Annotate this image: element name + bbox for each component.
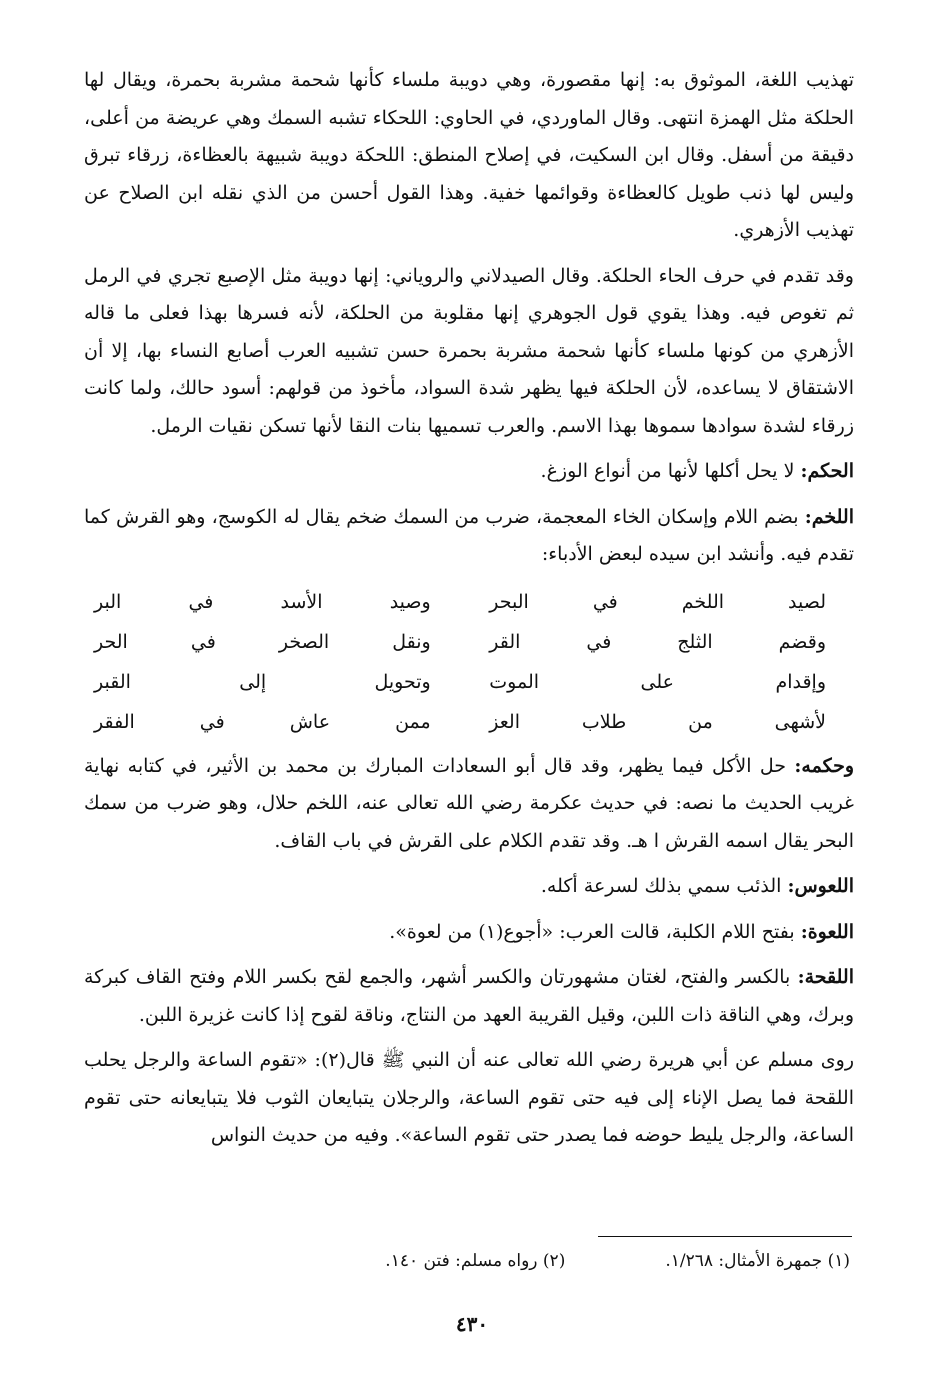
paragraph <box>84 62 854 250</box>
paragraph-text: حل الأكل فيما يظهر، وقد قال أبو السعادات المبارك بن محمد بن الأثير، في كتابه نهاية غريب الحديث ما نصه: في حديث عكرمة رضي الله تعالى عنه، اللخم حلال، وهو ضرب من سمك البحر يقال اسمه القرش ا هـ. وقد تقدم الكلام على القرش في باب القاف. <box>84 754 854 852</box>
poem-first-hemistich: وقضم الثلج في القر <box>489 630 826 653</box>
poem <box>84 582 854 742</box>
footnote: (١) جمهرة الأمثال: ١/٢٦٨. <box>665 1251 850 1271</box>
poem-first-hemistich: وإقدام على الموت <box>489 670 826 693</box>
poem-second-hemistich: ونقل الصخر في الحر <box>94 630 431 653</box>
paragraph-text: روى مسلم عن أبي هريرة رضي الله تعالى عنه أن النبي ﷺ قال(٢): «تقوم الساعة والرجل يحلب اللقحة فما يصل الإناء إلى فيه حتى تقوم الساعة، والرجلان يتبايعان الثوب فلا يتبايعانه حتى تقوم الساعة، والرجل يليط حوضه فما يصدر حتى تقوم الساعة». وفيه من حديث النواس <box>84 1049 854 1146</box>
poem-line <box>94 662 826 702</box>
footnote-separator <box>598 1236 852 1237</box>
poem-second-hemistich: وتحويل إلى القبر <box>94 670 431 693</box>
paragraph-lead: اللخم: <box>804 505 854 528</box>
paragraph-lead: اللعوة: <box>800 920 854 943</box>
paragraph-text: بالكسر والفتح، لغتان مشهورتان والكسر أشهر، والجمع لقح بكسر اللام وفتح القاف كبركة وبرك، وهي الناقة ذات اللبن، وقيل القريبة العهد من النتاج، وناقة لقوح إذا كانت غزيرة اللبن. <box>84 966 854 1026</box>
footnotes <box>238 1246 850 1276</box>
poem-second-hemistich: وصيد الأسد في البر <box>94 590 431 613</box>
paragraph <box>84 748 854 861</box>
paragraph <box>84 914 854 952</box>
paragraph-text: لا يحل أكلها لأنها من أنواع الوزغ. <box>540 460 801 482</box>
paragraph-text: بفتح اللام الكلبة، قالت العرب: «أجوع(١) من لعوة». <box>389 920 801 943</box>
paragraph <box>84 1042 854 1155</box>
poem-second-hemistich: ممن عاش في الفقر <box>94 710 431 733</box>
paragraph <box>84 258 854 446</box>
poem-line <box>94 702 826 742</box>
paragraph-text: الذئب سمي بذلك لسرعة أكله. <box>540 875 788 897</box>
paragraph-text: بضم اللام وإسكان الخاء المعجمة، ضرب من السمك ضخم يقال له الكوسج، وهو القرش كما تقدم فيه. وأنشد ابن سيده لبعض الأدباء: <box>84 505 854 565</box>
paragraph-text: وقد تقدم في حرف الحاء الحلكة. وقال الصيدلاني والروياني: إنها دويبة مثل الإصبع تجري في الرمل ثم تغوص فيه. وهذا يقوي قول الجوهري إنها مقلوبة من الحلكة، لأنه فسرها بهذا فعلى ما قاله الأزهري من كونها ملساء كأنها شحمة مشربة بحمرة حسن تشبيه العرب أصابع النساء بها، إلا أن الاشتقاق لا يساعده، لأن الحلكة فيها يظهر شدة السواد، مأخوذ من قولهم: أسود حالك، ولما كانت زرقاء لشدة سوادها سموها بهذا الاسم. والعرب تسميها بنات النقا لأنها تسكن نقيات الرمل. <box>84 264 854 437</box>
paragraph <box>84 499 854 574</box>
paragraph <box>84 453 854 491</box>
paragraph-text: تهذيب اللغة، الموثوق به: إنها مقصورة، وهي دويبة ملساء كأنها شحمة مشربة بحمرة، ويقال لها الحلكة مثل الهمزة انتهى. وقال الماوردي، في الحاوي: اللحكاء تشبه السمك وهي عريضة من أعلى، دقيقة من أسفل. وقال ابن السكيت، في إصلاح المنطق: اللحكة دويبة شبيهة بالعظاءة، زرقاء تبرق وليس لها ذنب طويل كالعظاءة وقوائمها خفية. وهذا القول أحسن من الذي نقله ابن الصلاح عن تهذيب الأزهري. <box>84 69 854 241</box>
poem-line <box>94 622 826 662</box>
page-number: ٤٣٠ <box>455 1312 489 1336</box>
poem-first-hemistich: لصيد اللخم في البحر <box>489 590 826 613</box>
page-body <box>84 62 854 1163</box>
paragraph-lead: اللعوس: <box>787 875 854 897</box>
paragraph <box>84 959 854 1034</box>
poem-line <box>94 582 826 622</box>
paragraph-lead: الحكم: <box>800 460 854 482</box>
paragraph-lead: وحكمه: <box>794 754 854 777</box>
paragraph-lead: اللقحة: <box>797 966 854 988</box>
poem-first-hemistich: لأشهى من طلاب العز <box>489 710 826 733</box>
footnote: (٢) رواه مسلم: فتن ١٤٠. <box>385 1251 566 1271</box>
paragraph <box>84 868 854 906</box>
